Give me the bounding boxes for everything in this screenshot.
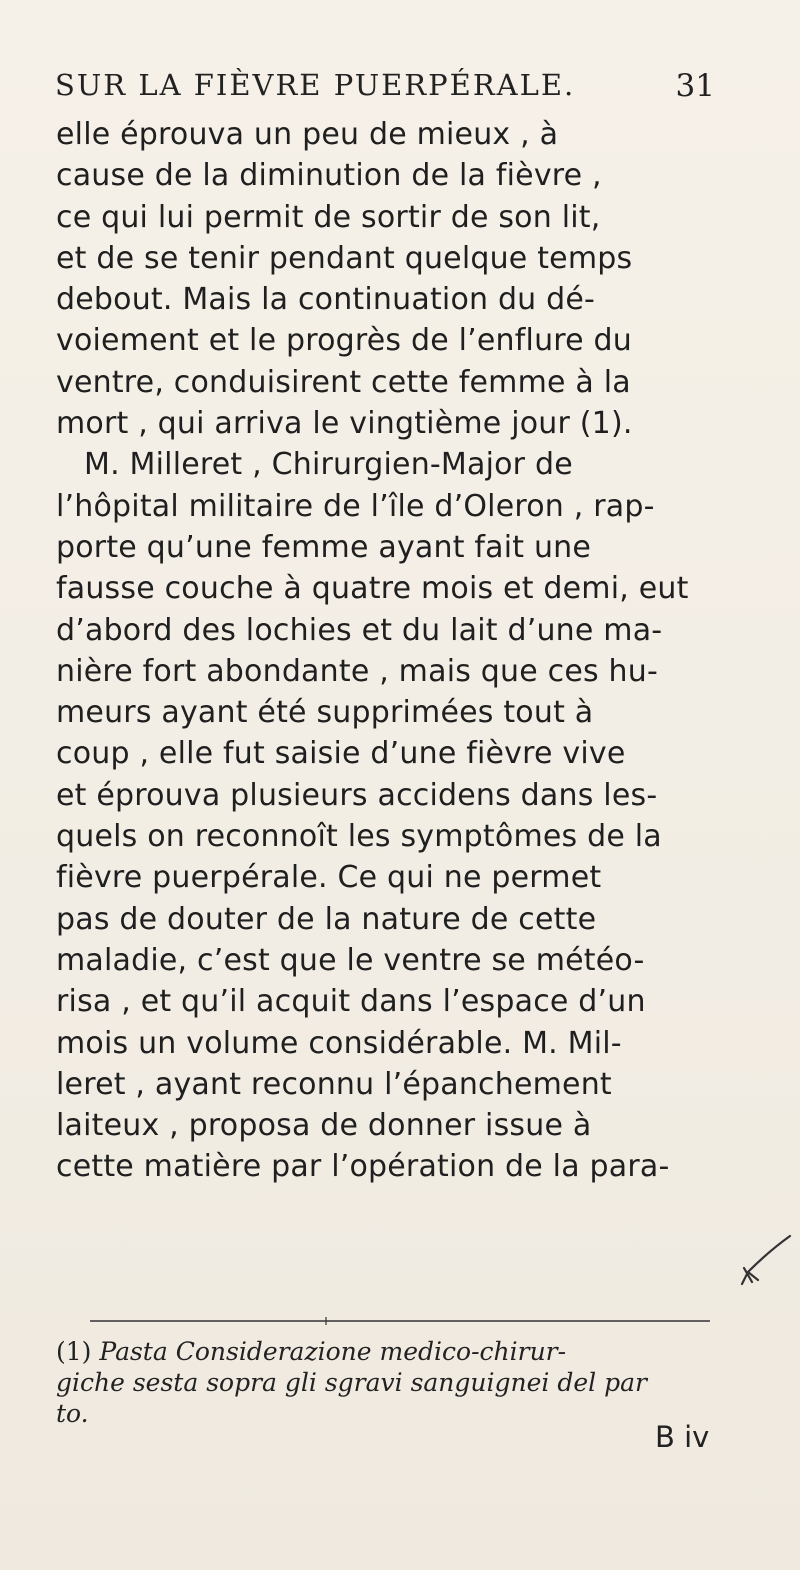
body-line: d’abord des lochies et du lait d’une ma- bbox=[56, 612, 663, 648]
footnote-line: to. bbox=[56, 1399, 89, 1428]
body-line: laiteux , proposa de donner issue à bbox=[56, 1108, 592, 1144]
body-line: mort , qui arriva le vingtième jour (1). bbox=[56, 406, 633, 442]
footnote-line bbox=[56, 1336, 716, 1367]
body-line: maladie, c’est que le ventre se météo- bbox=[56, 942, 645, 978]
footnote-rule bbox=[90, 1320, 710, 1322]
page-number: 31 bbox=[675, 68, 715, 104]
body-text bbox=[56, 114, 716, 1188]
body-line: cette matière par l’opération de la para- bbox=[56, 1149, 670, 1185]
footnote bbox=[56, 1336, 716, 1429]
body-line-paragraph-start: M. Milleret , Chirurgien-Major de bbox=[84, 447, 573, 483]
footnote-text: Pasta Considerazione medico-chirur- bbox=[99, 1337, 567, 1366]
body-line: debout. Mais la continuation du dé- bbox=[56, 282, 596, 318]
running-head bbox=[55, 68, 715, 112]
body-line: elle éprouva un peu de mieux , à bbox=[56, 117, 559, 152]
body-line: coup , elle fut saisie d’une fièvre vive bbox=[56, 736, 626, 772]
body-line: et de se tenir pendant quelque temps bbox=[56, 240, 633, 276]
footnote-line: giche sesta sopra gli sgravi sanguignei del par bbox=[56, 1368, 647, 1397]
body-line: porte qu’une femme ayant fait une bbox=[56, 529, 592, 565]
footnote-marker: (1) bbox=[56, 1337, 92, 1366]
body-line: cause de la diminution de la fièvre , bbox=[56, 158, 602, 194]
body-line: nière fort abondante , mais que ces hu- bbox=[56, 653, 659, 689]
body-line: meurs ayant été supprimées tout à bbox=[56, 695, 594, 731]
body-line: quels on reconnoît les symptômes de la bbox=[56, 819, 662, 855]
margin-pencil-mark bbox=[732, 1232, 794, 1288]
body-line: leret , ayant reconnu l’épanchement bbox=[56, 1066, 612, 1102]
signature-mark: B iv bbox=[655, 1420, 710, 1454]
body-line: mois un volume considérable. M. Mil- bbox=[56, 1025, 622, 1061]
body-line: ventre, conduisirent cette femme à la bbox=[56, 364, 631, 400]
body-line: et éprouva plusieurs accidens dans les- bbox=[56, 777, 658, 813]
footnote-rule-tick bbox=[325, 1317, 327, 1325]
running-head-title: SUR LA FIÈVRE PUERPÉRALE. bbox=[55, 68, 576, 102]
body-line: l’hôpital militaire de l’île d’Oleron , rap- bbox=[56, 488, 655, 524]
body-line: voiement et le progrès de l’enflure du bbox=[56, 323, 633, 359]
body-line: fièvre puerpérale. Ce qui ne permet bbox=[56, 860, 602, 896]
body-line: ce qui lui permit de sortir de son lit, bbox=[56, 199, 601, 235]
body-line: risa , et qu’il acquit dans l’espace d’un bbox=[56, 984, 646, 1020]
body-line: fausse couche à quatre mois et demi, eut bbox=[56, 571, 689, 607]
body-line: pas de douter de la nature de cette bbox=[56, 901, 597, 937]
